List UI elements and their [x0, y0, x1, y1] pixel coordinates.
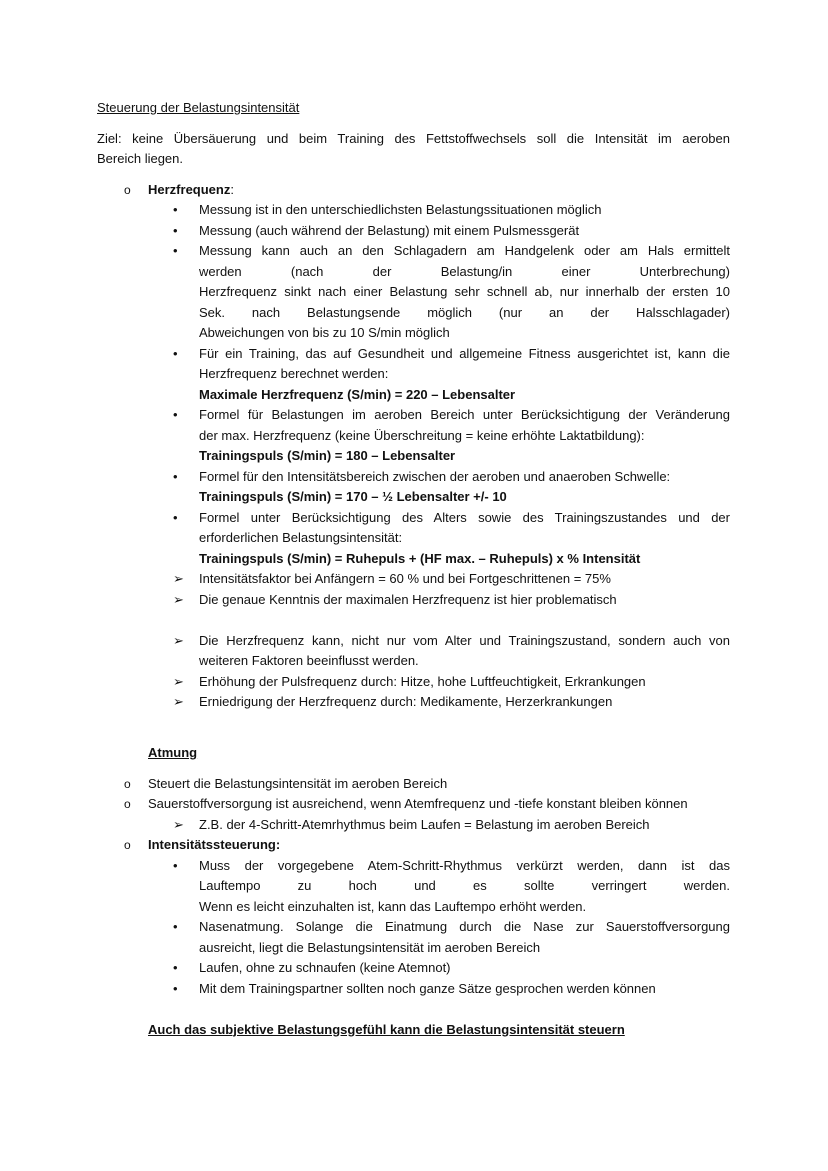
list-line	[97, 200, 730, 221]
bullet-icon: •	[173, 222, 178, 238]
herzfrequenz-heading-wrap	[148, 180, 234, 201]
list-line	[97, 958, 730, 979]
intro-line-1: Ziel: keine Übersäuerung und beim Training des Fettstoffwechsels soll die Intensität im aeroben	[97, 130, 730, 146]
list-line	[97, 323, 730, 344]
intro-line-2: Bereich liegen.	[97, 151, 183, 166]
bullet-icon: •	[173, 857, 178, 873]
list-line	[97, 672, 730, 693]
formula: Maximale Herzfrequenz (S/min) = 220 – Lebensalter	[199, 386, 516, 402]
page-title: Steuerung der Belastungsintensität	[97, 100, 300, 115]
list-line	[97, 344, 730, 365]
list-text: Formel für den Intensitätsbereich zwischen der aeroben und anaeroben Schwelle:	[199, 468, 671, 484]
list-line	[97, 467, 730, 488]
list-line	[97, 590, 730, 611]
list-line	[97, 241, 730, 262]
list-line	[97, 979, 730, 1000]
heading-colon: :	[230, 181, 234, 197]
formula-line	[97, 446, 730, 467]
list-line	[97, 651, 730, 672]
list-text: Wenn es leicht einzuhalten ist, kann das Lauftempo erhöht werden.	[199, 898, 587, 914]
bullet-icon: •	[173, 919, 178, 934]
herzfrequenz-heading: Herzfrequenz	[148, 181, 231, 197]
closing-statement: Auch das subjektive Belastungsgefühl kann die Belastungsintensität steuern	[148, 1021, 625, 1037]
bullet-icon: •	[173, 509, 178, 525]
list-line	[97, 692, 730, 713]
formula: Trainingspuls (S/min) = 170 – ½ Lebensalter +/- 10	[199, 489, 507, 504]
herzfrequenz-heading-row	[97, 180, 730, 201]
list-text: Messung (auch während der Belastung) mit einem Pulsmessgerät	[199, 222, 580, 238]
bullet-icon: •	[173, 243, 178, 258]
list-line	[97, 508, 730, 529]
formula: Trainingspuls (S/min) = 180 – Lebensalter	[199, 448, 456, 463]
bullet-icon: •	[173, 468, 178, 484]
list-line	[97, 364, 730, 385]
intensitaetssteuerung-heading-row	[97, 835, 730, 856]
circle-bullet-icon: o	[124, 776, 131, 791]
arrow-bullet-icon: ➢	[173, 694, 184, 709]
list-text: Intensitätsfaktor bei Anfängern = 60 % und bei Fortgeschrittenen = 75%	[199, 571, 611, 586]
list-line	[97, 528, 730, 549]
list-text: Steuert die Belastungsintensität im aeroben Bereich	[148, 775, 448, 791]
list-line	[97, 856, 730, 877]
list-text: Messung kann auch an den Schlagadern am Handgelenk oder am Hals ermittelt	[199, 243, 730, 258]
formula-line	[97, 385, 730, 406]
list-text: Lauftempo zu hoch und es sollte verringert werden.	[199, 878, 730, 893]
list-line	[97, 897, 730, 918]
blank-line	[97, 610, 730, 631]
arrow-bullet-icon: ➢	[173, 816, 184, 832]
circle-bullet-icon: o	[124, 182, 131, 197]
list-text: werden (nach der Belastung/in einer Unterbrechung)	[199, 263, 730, 279]
list-text: Sek. nach Belastungsende möglich (nur an der Halsschlagader)	[199, 304, 730, 320]
list-text: Nasenatmung. Solange die Einatmung durch die Nase zur Sauerstoffversorgung	[199, 919, 730, 934]
list-text: Die genaue Kenntnis der maximalen Herzfrequenz ist hier problematisch	[199, 591, 617, 607]
atmung-heading-row	[97, 743, 730, 764]
bullet-icon: •	[173, 345, 178, 361]
list-line	[97, 405, 730, 426]
list-text: Die Herzfrequenz kann, nicht nur vom Alter und Trainingszustand, sondern auch von	[199, 632, 730, 648]
formula: Trainingspuls (S/min) = Ruhepuls + (HF max. – Ruhepuls) x % Intensität	[199, 550, 641, 566]
list-line	[97, 938, 730, 959]
herzfrequenz-section	[97, 180, 730, 713]
bullet-icon: •	[173, 960, 178, 975]
list-text: Erhöhung der Pulsfrequenz durch: Hitze, hohe Luftfeuchtigkeit, Erkrankungen	[199, 673, 646, 689]
list-text: der max. Herzfrequenz (keine Überschreitung = keine erhöhte Laktatbildung):	[199, 427, 645, 443]
formula-line	[97, 487, 730, 508]
list-text: Erniedrigung der Herzfrequenz durch: Medikamente, Herzerkrankungen	[199, 694, 613, 709]
formula-line	[97, 549, 730, 570]
list-line	[97, 426, 730, 447]
document-page	[97, 98, 730, 1040]
list-text: Z.B. der 4-Schritt-Atemrhythmus beim Laufen = Belastung im aeroben Bereich	[199, 816, 650, 832]
list-text: Formel für Belastungen im aeroben Bereich unter Berücksichtigung der Veränderung	[199, 407, 730, 422]
bullet-icon: •	[173, 202, 178, 217]
list-text: Muss der vorgegebene Atem-Schritt-Rhythmus verkürzt werden, dann ist das	[199, 857, 730, 873]
list-line	[97, 282, 730, 303]
arrow-bullet-icon: ➢	[173, 571, 184, 586]
list-line	[97, 774, 730, 795]
list-text: Laufen, ohne zu schnaufen (keine Atemnot)	[199, 960, 451, 975]
list-text: weiteren Faktoren beeinflusst werden.	[199, 653, 419, 668]
circle-bullet-icon: o	[124, 838, 131, 852]
list-text: Sauerstoffversorgung ist ausreichend, wenn Atemfrequenz und -tiefe konstant bleiben können	[148, 796, 688, 811]
list-line	[97, 815, 730, 836]
list-text: erforderlichen Belastungsintensität:	[199, 530, 403, 545]
bullet-icon: •	[173, 407, 178, 422]
intensitaetssteuerung-heading: Intensitätssteuerung:	[148, 837, 281, 852]
list-line	[97, 794, 730, 815]
list-text: Mit dem Trainingspartner sollten noch ganze Sätze gesprochen werden können	[199, 980, 656, 996]
list-line	[97, 221, 730, 242]
list-text: Abweichungen von bis zu 10 S/min möglich	[199, 325, 450, 340]
arrow-bullet-icon: ➢	[173, 591, 184, 607]
arrow-bullet-icon: ➢	[173, 673, 184, 689]
closing-row	[97, 1020, 730, 1041]
list-line	[97, 917, 730, 938]
list-line	[97, 303, 730, 324]
atmung-heading: Atmung	[148, 745, 198, 760]
list-text: Formel unter Berücksichtigung des Alters sowie des Trainingszustandes und der	[199, 509, 730, 525]
bullet-icon: •	[173, 980, 178, 996]
list-text: Herzfrequenz berechnet werden:	[199, 366, 389, 381]
list-line	[97, 876, 730, 897]
atmung-section	[97, 774, 730, 1000]
circle-bullet-icon: o	[124, 797, 131, 811]
arrow-bullet-icon: ➢	[173, 632, 184, 648]
list-line	[97, 569, 730, 590]
list-text: ausreicht, liegt die Belastungsintensität im aeroben Bereich	[199, 939, 541, 955]
list-line	[97, 631, 730, 652]
list-line	[97, 262, 730, 283]
list-text: Herzfrequenz sinkt nach einer Belastung sehr schnell ab, nur innerhalb der ersten 10	[199, 284, 730, 299]
list-text: Messung ist in den unterschiedlichsten Belastungssituationen möglich	[199, 202, 602, 217]
list-text: Für ein Training, das auf Gesundheit und allgemeine Fitness ausgerichtet ist, kann die	[199, 345, 730, 361]
